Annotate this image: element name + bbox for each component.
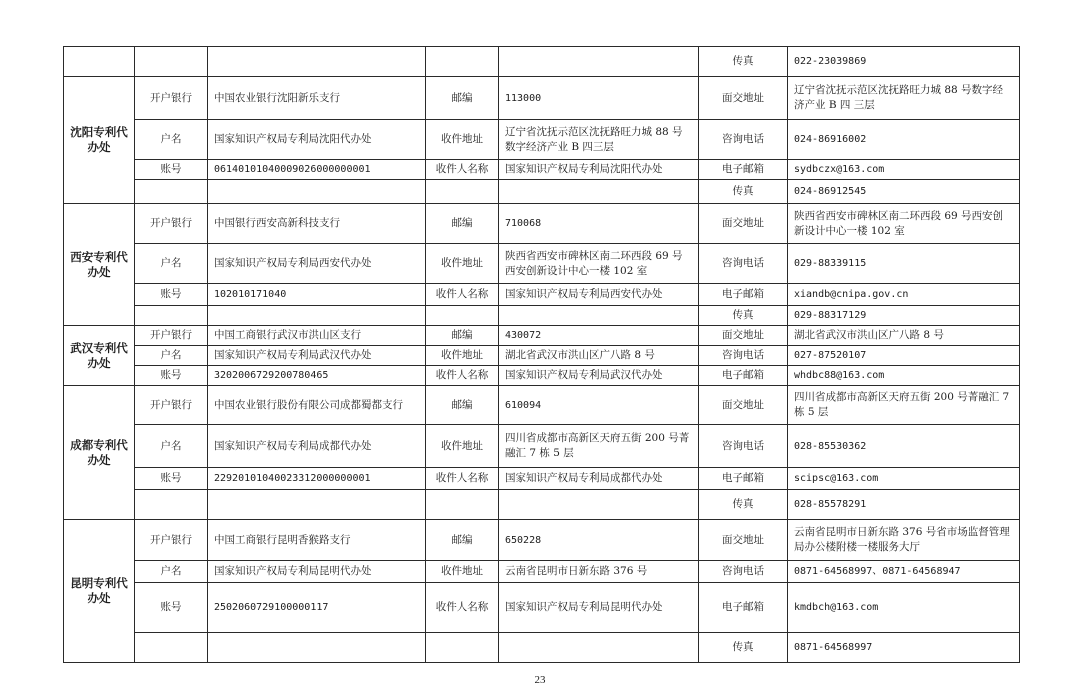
fax-label: 传真 [699, 633, 788, 663]
table-row [64, 47, 1020, 77]
account-no-label: 账号 [135, 366, 208, 386]
mail-address-value: 陕西省西安市碑林区南二环西段 69 号西安创新设计中心一楼 102 室 [499, 244, 699, 284]
account-no-label: 账号 [135, 284, 208, 306]
table-row [64, 583, 1020, 633]
mail-address-value: 四川省成都市高新区天府五街 200 号菁融汇 7 栋 5 层 [499, 425, 699, 468]
visit-address-label: 面交地址 [699, 77, 788, 120]
bank-label: 开户银行 [135, 386, 208, 425]
mail-address-label: 收件地址 [426, 120, 499, 160]
account-name-value: 国家知识产权局专利局成都代办处 [208, 425, 426, 468]
fax-label: 传真 [699, 490, 788, 520]
account-no-value: 102010171040 [208, 284, 426, 306]
account-name-label: 户名 [135, 346, 208, 366]
table-row [64, 386, 1020, 425]
email-value: kmdbch@163.com [788, 583, 1020, 633]
account-no-value: 22920101040023312000000001 [208, 468, 426, 490]
phone-label: 咨询电话 [699, 120, 788, 160]
phone-value: 028-85530362 [788, 425, 1020, 468]
account-name-value: 国家知识产权局专利局西安代办处 [208, 244, 426, 284]
account-no-label: 账号 [135, 468, 208, 490]
office-name-xian: 西安专利代办处 [64, 204, 135, 326]
account-name-label: 户名 [135, 244, 208, 284]
visit-address-value: 四川省成都市高新区天府五街 200 号菁融汇 7 栋 5 层 [788, 386, 1020, 425]
table-row [64, 120, 1020, 160]
bank-label: 开户银行 [135, 326, 208, 346]
bank-label: 开户银行 [135, 520, 208, 561]
table-row [64, 366, 1020, 386]
postcode-value: 650228 [499, 520, 699, 561]
page-number: 23 [534, 674, 546, 686]
email-label: 电子邮箱 [699, 583, 788, 633]
bank-value: 中国工商银行昆明香猴路支行 [208, 520, 426, 561]
bank-value: 中国工商银行武汉市洪山区支行 [208, 326, 426, 346]
recipient-value: 国家知识产权局专利局昆明代办处 [499, 583, 699, 633]
fax-label: 传真 [699, 47, 788, 77]
account-name-value: 国家知识产权局专利局武汉代办处 [208, 346, 426, 366]
bank-value: 中国农业银行沈阳新乐支行 [208, 77, 426, 120]
bank-value: 中国银行西安高新科技支行 [208, 204, 426, 244]
phone-value: 024-86916002 [788, 120, 1020, 160]
fax-value: 024-86912545 [788, 180, 1020, 204]
email-value: xiandb@cnipa.gov.cn [788, 284, 1020, 306]
email-value: whdbc88@163.com [788, 366, 1020, 386]
account-name-label: 户名 [135, 425, 208, 468]
mail-address-value: 云南省昆明市日新东路 376 号 [499, 561, 699, 583]
table-row [64, 306, 1020, 326]
bank-label: 开户银行 [135, 204, 208, 244]
recipient-label: 收件人名称 [426, 366, 499, 386]
recipient-value: 国家知识产权局专利局西安代办处 [499, 284, 699, 306]
visit-address-value: 陕西省西安市碑林区南二环西段 69 号西安创新设计中心一楼 102 室 [788, 204, 1020, 244]
bank-label: 开户银行 [135, 77, 208, 120]
postcode-value: 430072 [499, 326, 699, 346]
fax-value: 028-85578291 [788, 490, 1020, 520]
table-row [64, 633, 1020, 663]
email-label: 电子邮箱 [699, 160, 788, 180]
email-label: 电子邮箱 [699, 366, 788, 386]
account-no-label: 账号 [135, 583, 208, 633]
postcode-label: 邮编 [426, 77, 499, 120]
recipient-label: 收件人名称 [426, 468, 499, 490]
table-row [64, 284, 1020, 306]
recipient-value: 国家知识产权局专利局成都代办处 [499, 468, 699, 490]
table-row [64, 520, 1020, 561]
email-value: sydbczx@163.com [788, 160, 1020, 180]
office-name-chengdu: 成都专利代办处 [64, 386, 135, 520]
visit-address-label: 面交地址 [699, 326, 788, 346]
table-row [64, 204, 1020, 244]
mail-address-value: 辽宁省沈抚示范区沈抚路旺力城 88 号数字经济产业 B 四三层 [499, 120, 699, 160]
mail-address-label: 收件地址 [426, 425, 499, 468]
postcode-label: 邮编 [426, 386, 499, 425]
recipient-label: 收件人名称 [426, 583, 499, 633]
table-row [64, 77, 1020, 120]
postcode-value: 113000 [499, 77, 699, 120]
office-name-shenyang: 沈阳专利代办处 [64, 77, 135, 204]
table-row [64, 425, 1020, 468]
phone-label: 咨询电话 [699, 244, 788, 284]
visit-address-label: 面交地址 [699, 204, 788, 244]
mail-address-label: 收件地址 [426, 561, 499, 583]
phone-label: 咨询电话 [699, 561, 788, 583]
fax-label: 传真 [699, 306, 788, 326]
fax-value: 022-23039869 [788, 47, 1020, 77]
fax-value: 0871-64568997 [788, 633, 1020, 663]
account-no-value: 2502060729100000117 [208, 583, 426, 633]
recipient-value: 国家知识产权局专利局沈阳代办处 [499, 160, 699, 180]
email-label: 电子邮箱 [699, 468, 788, 490]
bank-value: 中国农业银行股份有限公司成都蜀都支行 [208, 386, 426, 425]
table-row [64, 561, 1020, 583]
visit-address-value: 湖北省武汉市洪山区广八路 8 号 [788, 326, 1020, 346]
table-row [64, 490, 1020, 520]
visit-address-value: 辽宁省沈抚示范区沈抚路旺力城 88 号数字经济产业 B 四 三层 [788, 77, 1020, 120]
account-name-value: 国家知识产权局专利局昆明代办处 [208, 561, 426, 583]
recipient-label: 收件人名称 [426, 160, 499, 180]
table-row [64, 326, 1020, 346]
visit-address-label: 面交地址 [699, 386, 788, 425]
postcode-value: 610094 [499, 386, 699, 425]
table-row [64, 160, 1020, 180]
email-value: scipsc@163.com [788, 468, 1020, 490]
recipient-value: 国家知识产权局专利局武汉代办处 [499, 366, 699, 386]
visit-address-label: 面交地址 [699, 520, 788, 561]
postcode-label: 邮编 [426, 204, 499, 244]
phone-value: 029-88339115 [788, 244, 1020, 284]
account-no-value: 3202006729200780465 [208, 366, 426, 386]
fax-label: 传真 [699, 180, 788, 204]
mail-address-label: 收件地址 [426, 244, 499, 284]
account-no-label: 账号 [135, 160, 208, 180]
account-name-label: 户名 [135, 120, 208, 160]
postcode-label: 邮编 [426, 520, 499, 561]
phone-label: 咨询电话 [699, 346, 788, 366]
postcode-label: 邮编 [426, 326, 499, 346]
account-no-value: 06140101040009026000000001 [208, 160, 426, 180]
office-name-kunming: 昆明专利代办处 [64, 520, 135, 663]
fax-value: 029-88317129 [788, 306, 1020, 326]
patent-office-table [63, 46, 1020, 663]
table-row [64, 468, 1020, 490]
phone-value: 0871-64568997、0871-64568947 [788, 561, 1020, 583]
email-label: 电子邮箱 [699, 284, 788, 306]
mail-address-value: 湖北省武汉市洪山区广八路 8 号 [499, 346, 699, 366]
account-name-value: 国家知识产权局专利局沈阳代办处 [208, 120, 426, 160]
office-name-wuhan: 武汉专利代办处 [64, 326, 135, 386]
account-name-label: 户名 [135, 561, 208, 583]
phone-label: 咨询电话 [699, 425, 788, 468]
table-row [64, 180, 1020, 204]
visit-address-value: 云南省昆明市日新东路 376 号省市场监督管理局办公楼附楼一楼服务大厅 [788, 520, 1020, 561]
phone-value: 027-87520107 [788, 346, 1020, 366]
recipient-label: 收件人名称 [426, 284, 499, 306]
postcode-value: 710068 [499, 204, 699, 244]
mail-address-label: 收件地址 [426, 346, 499, 366]
table-row [64, 346, 1020, 366]
table-row [64, 244, 1020, 284]
